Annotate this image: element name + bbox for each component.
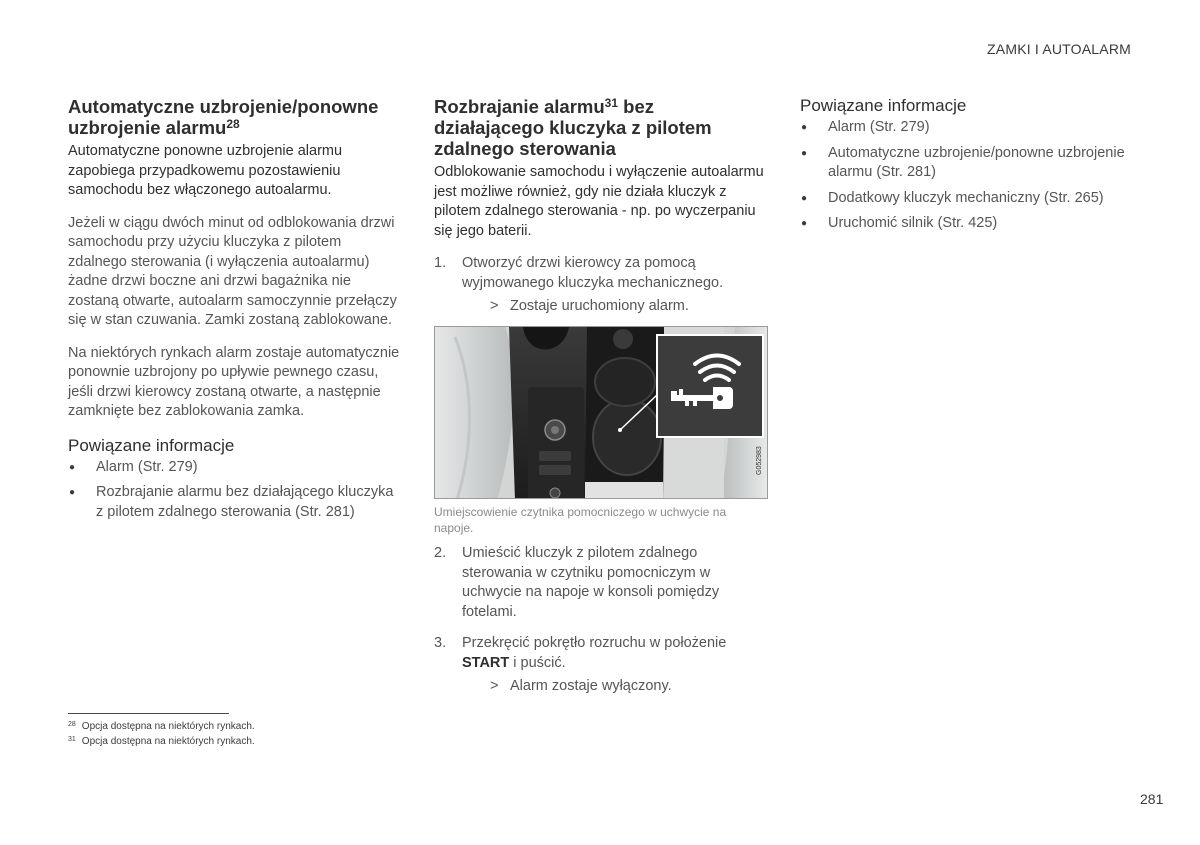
procedure-steps: [434, 254, 768, 317]
step-result: > Alarm zostaje wyłączony.: [462, 677, 768, 697]
running-header: ZAMKI I AUTOALARM: [987, 41, 1131, 57]
related-info-heading: Powiązane informacje: [68, 435, 235, 455]
step-text: Przekręcić pokrętło rozruchu w położenie START i puścić.: [462, 635, 727, 671]
step-text: Umieścić kluczyk z pilotem zdalnego sterowania w czytniku pomocniczym w uchwycie na napoje w konsoli pomiędzy fotelami.: [462, 545, 720, 620]
related-info-heading: Powiązane informacje: [800, 96, 967, 115]
related-info-list: [800, 118, 1134, 234]
body-paragraph: Jeżeli w ciągu dwóch minut od odblokowania drzwi samochodu przy użyciu kluczyka z pilotem zdalnego sterowania (i wyłączenia autoalarmu) żadne drzwi boczne ani drzwi bagażnika nie zostaną otwarte, autoalarm samoczynnie przełączy się w stan czuwania. Zamki zostaną zablokowane.: [68, 214, 397, 328]
console-reader-illustration: [434, 326, 768, 499]
footnote-31: $^{31}$ Opcja dostępna na niektórych rynkach.: [68, 736, 255, 747]
lead-paragraph: Automatyczne ponowne uzbrojenie alarmu zapobiega przypadkowemu pozostawieniu samochodu bez włączonego autoalarmu.: [68, 143, 343, 198]
column-disarm-alarm: [434, 96, 768, 317]
related-link[interactable]: ● Automatyczne uzbrojenie/ponowne uzbrojenie alarmu (Str. 281): [800, 144, 1134, 183]
related-link[interactable]: ● Alarm (Str. 279): [800, 118, 1134, 138]
column-auto-rearm: [68, 96, 402, 528]
start-keyword: START: [462, 654, 510, 671]
result-arrow-icon: >: [490, 678, 499, 694]
footnote-ref-28[interactable]: 28: [226, 117, 240, 131]
procedure-steps-continued: [434, 544, 768, 697]
step-number: 2.: [434, 545, 447, 561]
step-3: [434, 634, 768, 697]
related-link[interactable]: ● Rozbrajanie alarmu bez działającego kluczyka z pilotem zdalnego sterowania (Str. 281): [68, 483, 402, 522]
step-number: 3.: [434, 635, 447, 651]
related-link[interactable]: ● Alarm (Str. 279): [68, 458, 402, 478]
section-heading-disarm-alarm: Rozbrajanie alarmu$^{31}$ bez działającego kluczyka z pilotem zdalnego sterowania: [434, 96, 712, 159]
lead-paragraph: Odblokowanie samochodu i wyłączenie autoalarmu jest możliwe również, gdy nie działa kluczyk z pilotem zdalnego sterowania - np. po wyczerpaniu się jego baterii.: [434, 164, 764, 239]
result-arrow-icon: >: [490, 298, 499, 314]
footnote-28: $^{28}$ Opcja dostępna na niektórych rynkach.: [68, 721, 255, 732]
column-related-info: [800, 96, 1134, 240]
related-link[interactable]: ● Uruchomić silnik (Str. 425): [800, 214, 1134, 234]
figure-caption: Umiejscowienie czytnika pomocniczego w uchwycie na napoje.: [434, 505, 727, 535]
related-link[interactable]: ● Dodatkowy kluczyk mechaniczny (Str. 265): [800, 189, 1134, 209]
key-reader-callout: [657, 335, 763, 437]
step-number: 1.: [434, 255, 447, 271]
step-2: [434, 544, 768, 622]
related-info-list: [68, 458, 402, 523]
body-paragraph: Na niektórych rynkach alarm zostaje automatycznie ponownie uzbrojony po upływie pewnego czasu, jeśli drzwi kierowcy zostaną otwarte, a następnie zamknięte bez zablokowania zamka.: [68, 344, 400, 419]
footnote-divider: [68, 713, 229, 714]
step-text: Otworzyć drzwi kierowcy za pomocą wyjmowanego kluczyka mechanicznego.: [462, 255, 724, 291]
figure-code: G052983: [756, 446, 763, 475]
footnote-ref-31[interactable]: 31: [604, 96, 619, 110]
page-number: 281: [1140, 791, 1164, 807]
step-1: [434, 254, 768, 317]
center-console-image: [435, 327, 768, 499]
footnotes: [68, 718, 255, 748]
step-result: > Zostaje uruchomiony alarm.: [462, 297, 768, 317]
section-heading-auto-rearm: Automatyczne uzbrojenie/ponowne uzbrojenie alarmu$^{28}$: [68, 96, 379, 138]
